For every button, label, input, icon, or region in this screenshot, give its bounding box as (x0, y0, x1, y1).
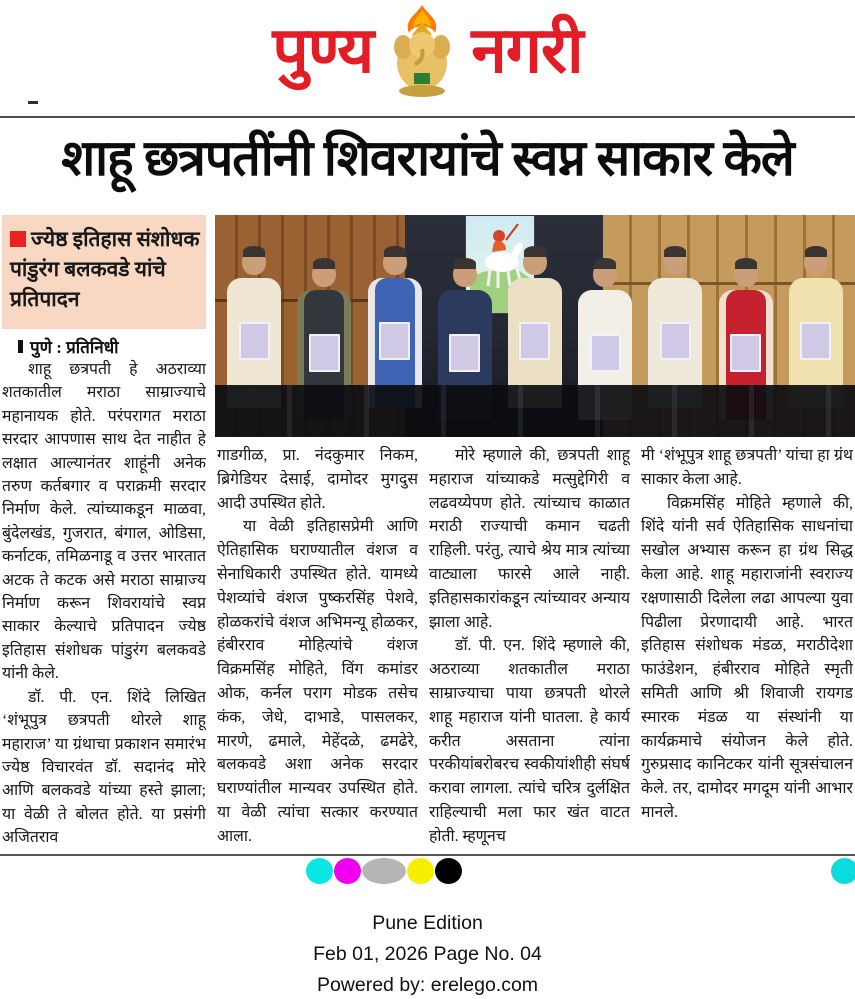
article-column-1 (2, 358, 206, 848)
top-divider (0, 116, 855, 118)
paragraph: शाहू छत्रपती हे अठराव्या शतकातील मराठा साम्राज्याचे महानायक होते. परंपरागत मराठा सरदार आपणास साथ देत नाहीत हे लक्षात आल्यानंतर शाहूंनी अनेक तरुण कर्तबगार व पराक्रमी सरदार निर्माण केले. त्यांच्याकडून माळवा, बुंदेलखंड, गुजरात, बंगाल, ओडिसा, कर्नाटक, तमिळनाडू व उत्तर भारतात अटक ते कटक असे मराठा साम्राज्य निर्माण करून शिवरायांचे स्वप्न साकार केल्याचे प्रतिपादन ज्येष्ठ इतिहास संशोधक पांडुरंग बलकवडे यांनी केले. (2, 361, 206, 683)
byline-text: पुणे : प्रतिनिधी (30, 338, 119, 357)
byline-bar-icon (18, 340, 23, 353)
footer-date-page: Feb 01, 2026 Page No. 04 (313, 943, 542, 965)
registration-dot-right (831, 858, 855, 884)
masthead (0, 2, 855, 100)
registration-dots (306, 858, 463, 884)
subhead-box (2, 215, 206, 329)
registration-dot (435, 858, 462, 884)
ganesh-icon (385, 5, 459, 97)
registration-dot (334, 858, 361, 884)
masthead-title-left: पुण्य (272, 14, 374, 88)
paragraph: या वेळी इतिहासप्रेमी आणि ऐतिहासिक घराण्यातील वंशज व सेनाधिकारी उपस्थित होते. यामध्ये पेशव्यांचे वंशज पुष्करसिंह पेशवे, होळकरांचे वंशज अभिमन्यू होळकर, हंबीरराव मोहित्यांचे वंशज विक्रमसिंह मोहिते, विंग कमांडर ओक, कर्नल पराग मोडक तसेच कंक, जेधे, दाभाडे, पासलकर, मारणे, ढमाले, मेहेंदळे, ढमढेरे, बलकवडे अशा अनेक सरदार घराण्यांतील मान्यवर उपस्थित होते. या वेळी त्यांचा सत्कार करण्यात आला. (217, 518, 418, 845)
byline (18, 335, 119, 358)
event-photo (215, 215, 855, 437)
subhead-text: ज्येष्ठ इतिहास संशोधक पांडुरंग बलकवडे यांचे प्रतिपादन (10, 227, 200, 311)
bottom-divider (0, 854, 855, 856)
margin-dash (28, 101, 38, 104)
paragraph: डॉ. पी. एन. शिंदे लिखित ‘शंभूपुत्र छत्रपती थोरले शाहू महाराज’ या ग्रंथाचा प्रकाशन समारंभ ज्येष्ठ विचारवंत डॉ. सदानंद मोरे आणि बलकवडे यांच्या हस्ते झाला; या वेळी ते बोलत होते. या प्रसंगी अजितराव (2, 688, 206, 847)
article-column-4 (641, 444, 853, 850)
paragraph: मोरे म्हणाले की, छत्रपती शाहू महाराज यांच्याकडे मत्सुद्देगिरी व लढवय्येपण होते. त्यांच्याच काळात मराठी राज्याची कमान चढती राहिली. परंतु, त्याचे श्रेय मात्र त्यांच्या वाट्याला फारसे आले नाही. इतिहासकारांकडून त्यांच्यावर अन्याय झाला आहे. (429, 447, 630, 631)
photo-chairs-row (215, 385, 855, 437)
paragraph: डॉ. पी. एन. शिंदे म्हणाले की, अठराव्या शतकातील मराठा साम्राज्याचा पाया छत्रपती थोरले शाहू महाराज यांनी घातला. हे कार्य करीत असताना त्यांना परकीयांबरोबरच स्वकीयांशीही संघर्ष करावा लागला. त्यांचे चरित्र दुर्लक्षित राहिल्याची मला फार खंत वाटत होती. म्हणूनच (429, 637, 630, 845)
footer (0, 908, 855, 999)
masthead-title-right: नगरी (471, 14, 583, 88)
registration-dot (362, 858, 406, 884)
article-headline: शाहू छत्रपतींनी शिवरायांचे स्वप्न साकार केले (61, 130, 794, 186)
registration-dot (306, 858, 333, 884)
footer-edition: Pune Edition (372, 912, 483, 934)
red-square-bullet (10, 231, 26, 247)
paragraph: गाडगीळ, प्रा. नंदकुमार निकम, ब्रिगेडियर देसाई, दामोदर मुगदुस आदी उपस्थित होते. (217, 447, 418, 512)
footer-powered-by: Powered by: erelego.com (316, 974, 539, 996)
registration-dot (407, 858, 434, 884)
article-column-3 (429, 444, 630, 850)
article-column-2 (217, 444, 418, 850)
paragraph: मी ‘शंभूपुत्र शाहू छत्रपती’ यांचा हा ग्रंथ साकार केला आहे. (641, 447, 853, 488)
paragraph: विक्रमसिंह मोहिते म्हणाले की, शिंदे यांनी सर्व ऐतिहासिक साधनांचा सखोल अभ्यास करून हा ग्रंथ सिद्ध केला आहे. शाहू महाराजांनी स्वराज्य रक्षणासाठी दिलेला लढा आपल्या युवा पिढीला प्रेरणादायी आहे. भारत इतिहास संशोधक मंडळ, मराठीदेशा फाउंडेशन, हंबीरराव मोहिते स्मृती समिती आणि श्री शिवाजी रायगड स्मारक मंडळ या संस्थांनी या कार्यक्रमाचे संयोजन केले होते. गुरुप्रसाद कानिटकर यांनी सूत्रसंचालन केले. तर, दामोदर मगदूम यांनी आभार मानले. (641, 494, 853, 821)
